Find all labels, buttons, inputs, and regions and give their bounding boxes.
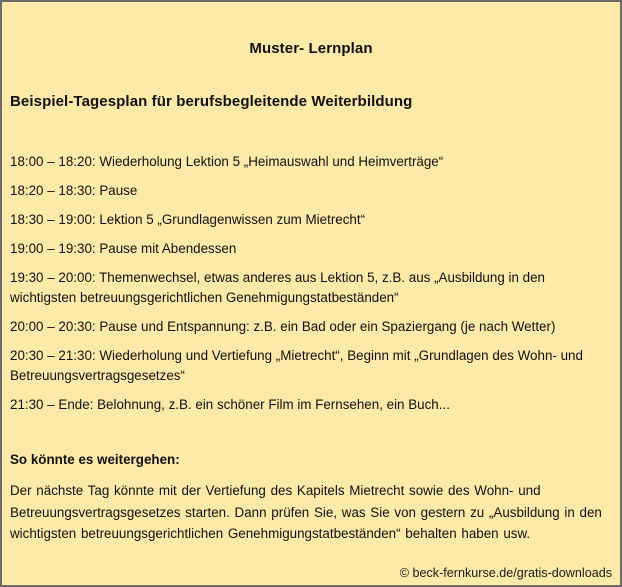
schedule-item: 19:30 – 20:00: Themenwechsel, etwas anderes aus Lektion 5, z.B. aus „Ausbildung in den wichtigsten betreuungsgerichtlichen Genehmigungstatbeständen“ <box>10 270 545 305</box>
document-title: Muster- Lernplan <box>249 40 373 57</box>
schedule-item: 18:30 – 19:00: Lektion 5 „Grundlagenwissen zum Mietrecht“ <box>10 212 366 227</box>
schedule-item: 18:20 – 18:30: Pause <box>10 183 138 198</box>
schedule-item: 18:00 – 18:20: Wiederholung Lektion 5 „Heimauswahl und Heimverträge“ <box>10 154 444 169</box>
schedule-item: 21:30 – Ende: Belohnung, z.B. ein schöner Film im Fernsehen, ein Buch... <box>10 397 450 412</box>
body-paragraph: Der nächste Tag könnte mit der Vertiefung des Kapitels Mietrecht sowie des Wohn- und Betreuungsvertragsgesetzes starten. Dann prüfen Sie, was Sie von gestern zu „Ausbildung in den wichtigsten betreuungsgerichtlichen Genehmigungstatbeständen“ behalten haben usw. <box>10 483 602 541</box>
schedule-item: 20:00 – 20:30: Pause und Entspannung: z.B. ein Bad oder ein Spaziergang (je nach Wetter) <box>10 319 556 334</box>
document-subtitle: Beispiel-Tagesplan für berufsbegleitende Weiterbildung <box>10 93 413 110</box>
schedule-item: 20:30 – 21:30: Wiederholung und Vertiefung „Mietrecht“, Beginn mit „Grundlagen des Wohn- und Betreuungsvertragsgesetzes“ <box>10 348 583 383</box>
section-heading: So könnte es weitergehen: <box>10 452 180 467</box>
schedule-list <box>10 152 610 424</box>
schedule-item: 19:00 – 19:30: Pause mit Abendessen <box>10 241 237 256</box>
copyright-notice: © beck-fernkurse.de/gratis-downloads <box>399 566 612 580</box>
